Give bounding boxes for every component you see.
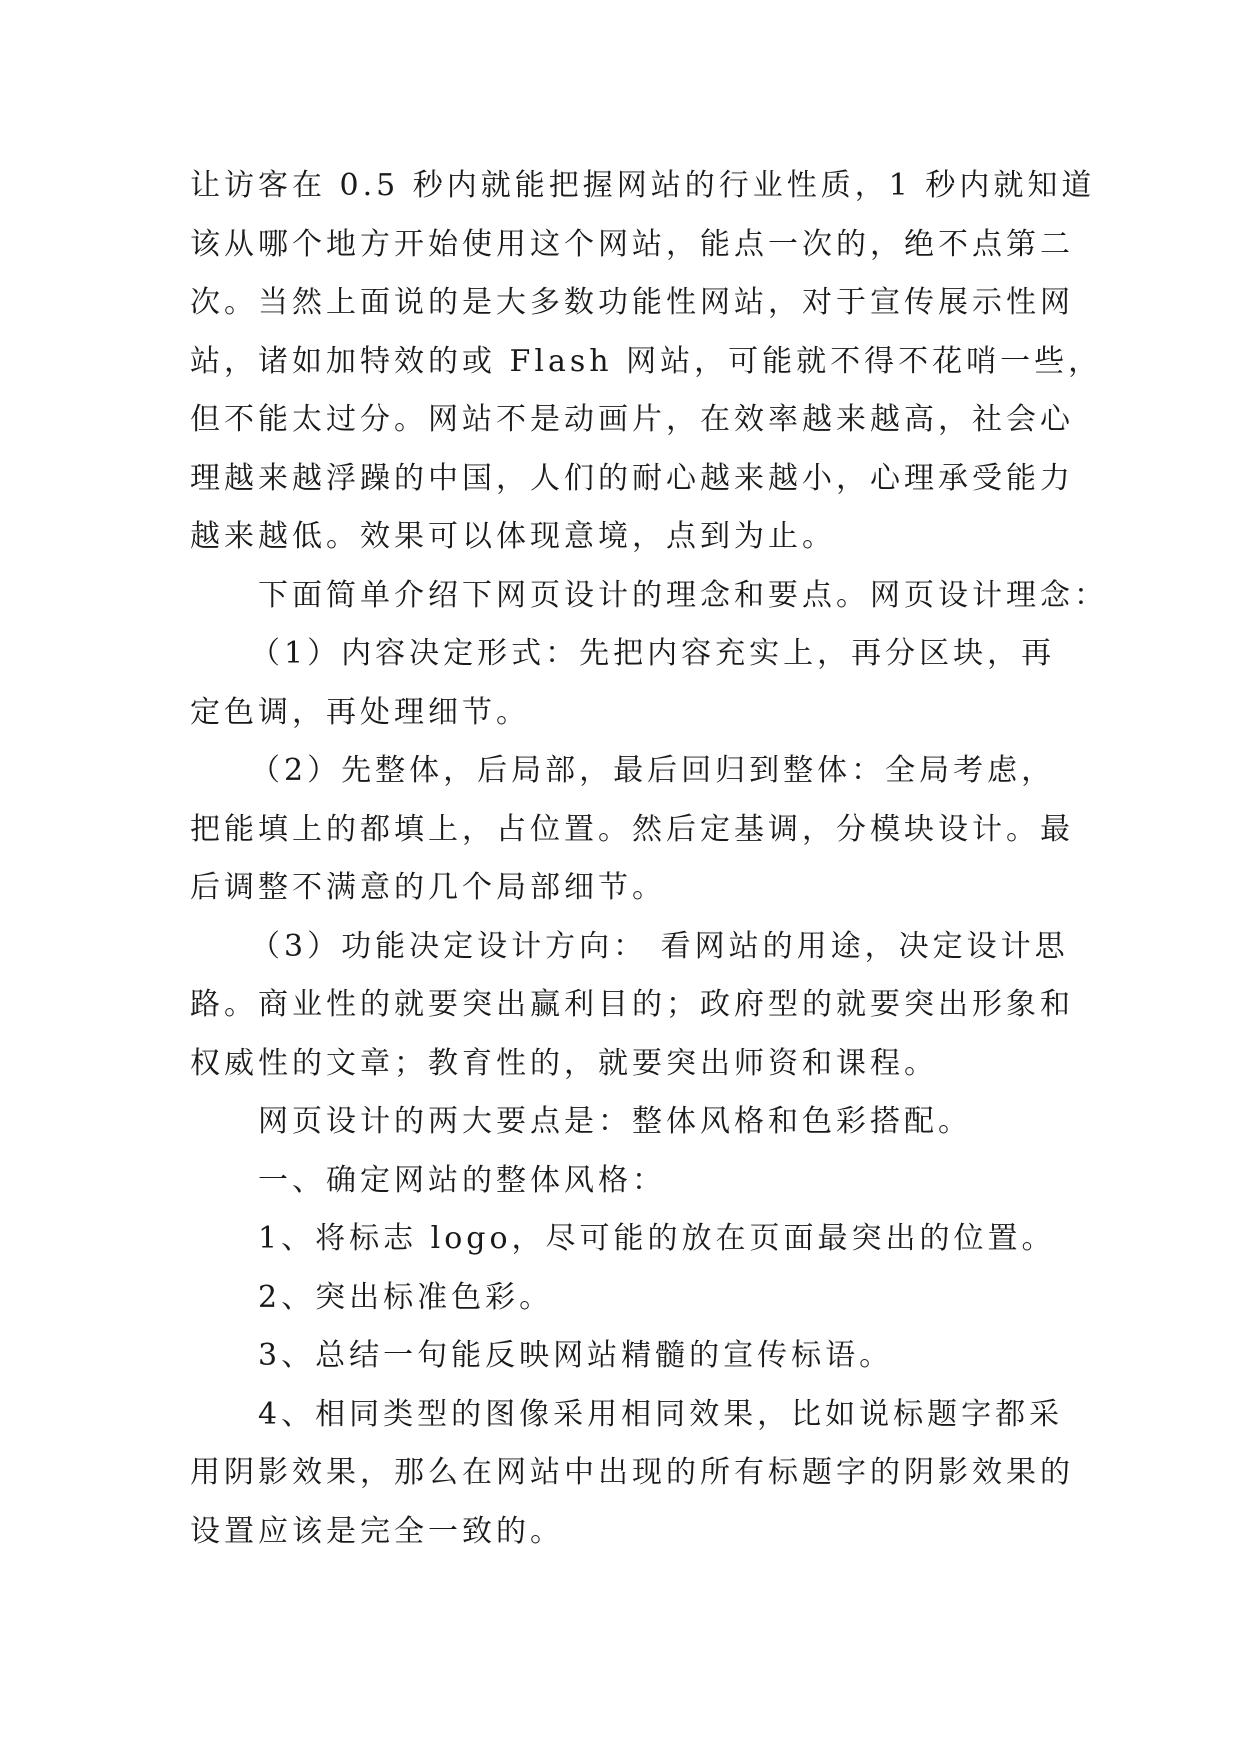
text-line: 4、相同类型的图像采用相同效果，比如说标题字都采 [258, 1396, 1064, 1432]
text-line: 1、将标志 logo，尽可能的放在页面最突出的位置。 [258, 1221, 1056, 1256]
text-line: 网页设计的两大要点是：整体风格和色彩搭配。 [258, 1104, 972, 1139]
text-line: 理越来越浮躁的中国，人们的耐心越来越小，心理承受能力 [190, 460, 1074, 496]
text-line: （2）先整体，后局部，最后回归到整体：全局考虑， [250, 753, 1056, 788]
text-line: 越来越低。效果可以体现意境，点到为止。 [190, 519, 836, 554]
text-line: 权威性的文章；教育性的，就要突出师资和课程。 [190, 1045, 938, 1081]
text-line: 把能填上的都填上，占位置。然后定基调，分模块设计。最 [190, 811, 1074, 847]
text-line: 一、确定网站的整体风格： [258, 1162, 666, 1198]
paragraph-intro [190, 157, 1103, 567]
text-line: 路。商业性的就要突出赢利目的；政府型的就要突出形象和 [190, 987, 1074, 1022]
text-line: 次。当然上面说的是大多数功能性网站，对于宣传展示性网 [190, 285, 1074, 320]
paragraph-design-concept [190, 567, 1108, 626]
paragraph-two-key-points [190, 1093, 1060, 1152]
text-line: 定色调，再处理细节。 [190, 694, 530, 730]
text-line: 该从哪个地方开始使用这个网站，能点一次的，绝不点第二 [190, 226, 1074, 262]
paragraph-point-2 [190, 742, 1074, 918]
text-line: 3、总结一句能反映网站精髓的宣传标语。 [258, 1338, 894, 1373]
text-line: 用阴影效果，那么在网站中出现的所有标题字的阴影效果的 [190, 1455, 1074, 1490]
text-line: 设置应该是完全一致的。 [190, 1513, 564, 1549]
paragraph-point-1 [190, 625, 1060, 742]
text-line: 下面简单介绍下网页设计的理念和要点。网页设计理念： [258, 577, 1108, 613]
text-line: 后调整不满意的几个局部细节。 [190, 870, 666, 905]
list-item-4 [190, 1386, 1074, 1562]
text-line: （3）功能决定设计方向： 看网站的用途，决定设计思 [250, 928, 1069, 964]
list-item-2 [190, 1269, 1060, 1328]
paragraph-point-3 [190, 918, 1074, 1094]
text-line: 但不能太过分。网站不是动画片，在效率越来越高，社会心 [190, 402, 1074, 437]
text-line: 站，诸如加特效的或 Flash 网站，可能就不得不花哨一些， [190, 343, 1103, 379]
document-body [190, 157, 1108, 1561]
list-item-3 [190, 1327, 1060, 1386]
text-line: 2、突出标准色彩。 [258, 1279, 554, 1315]
section-heading-overall-style [190, 1152, 1060, 1211]
text-line: （1）内容决定形式：先把内容充实上，再分区块，再 [250, 636, 1056, 671]
list-item-1 [190, 1210, 1060, 1269]
text-line: 让访客在 0.5 秒内就能把握网站的行业性质，1 秒内就知道 [190, 168, 1096, 203]
